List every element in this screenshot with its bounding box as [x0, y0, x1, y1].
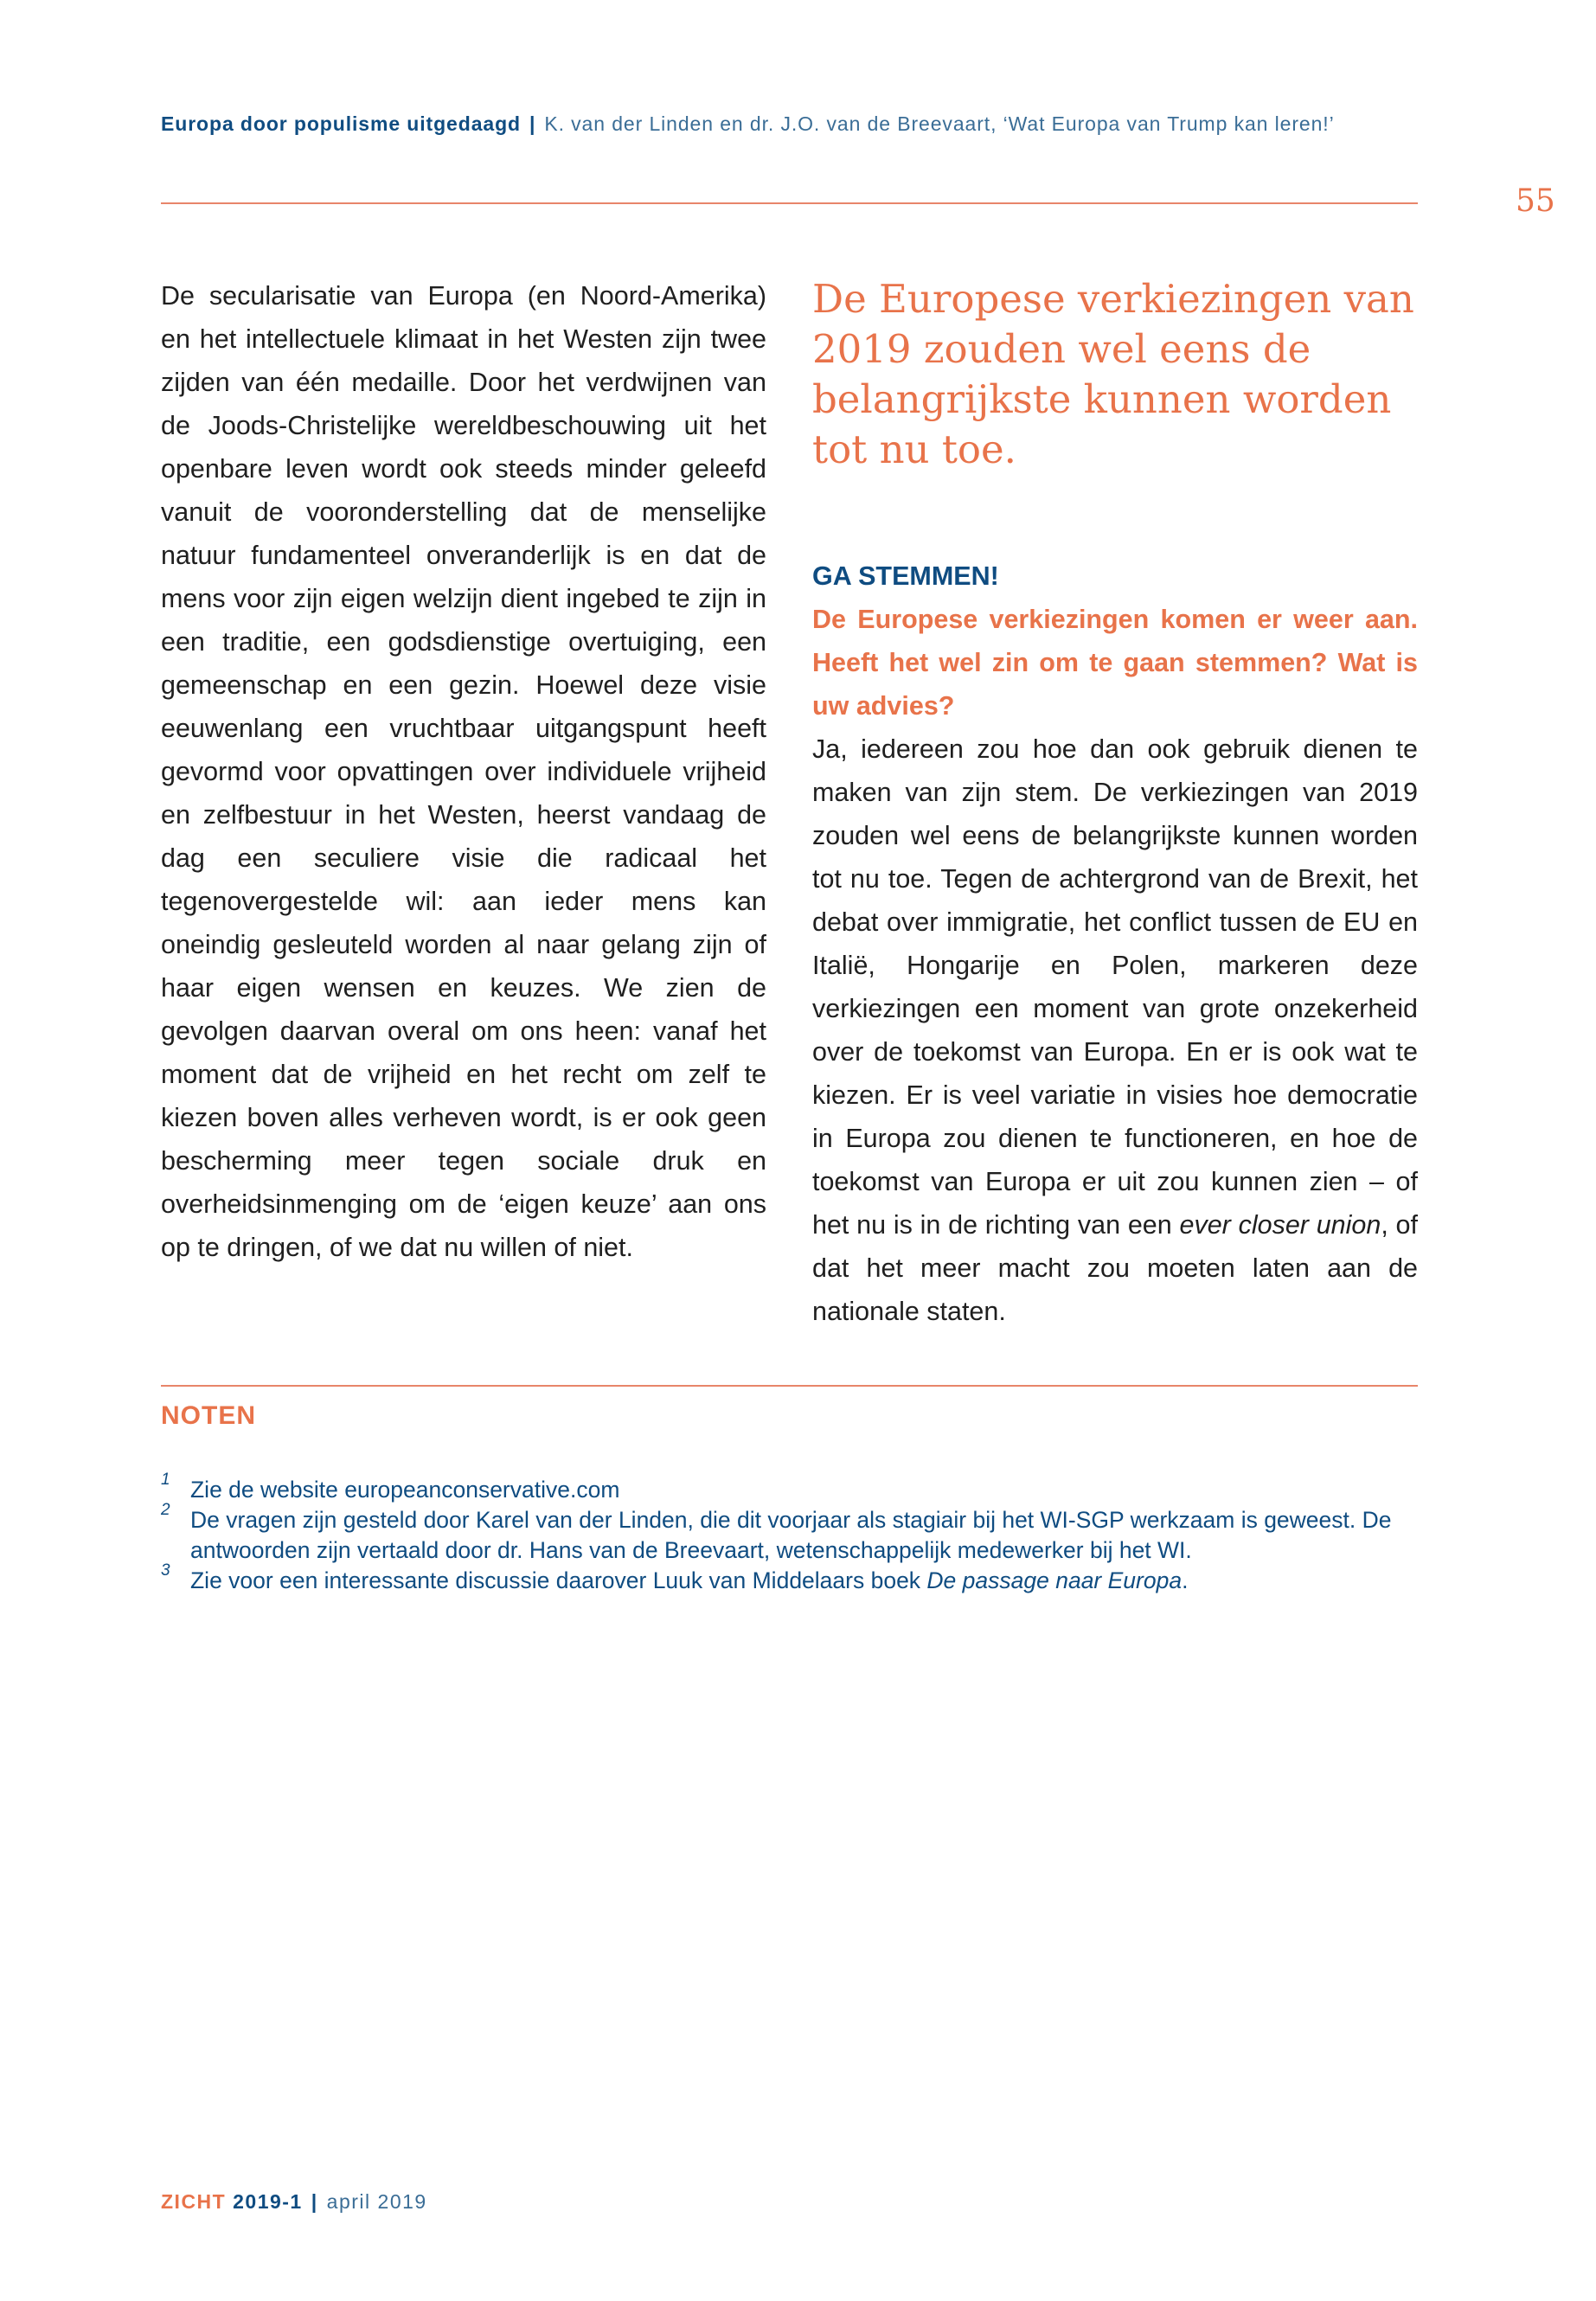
note-text: Zie de website europeanconservative.com — [190, 1477, 620, 1503]
note-book-title: De passage naar Europa — [926, 1567, 1183, 1593]
body-paragraph: De secularisatie van Europa (en Noord-Amerika) en het intellectuele klimaat in het Westen zijn twee zijden van één medaille. Door het verdwijnen van de Joods-Christelijke wereldbeschouwing uit het openbare leven wordt ook steeds minder geleefd vanuit de vooronderstelling dat de menselijke natuur fundamenteel onveranderlijk is en dat de mens voor zijn eigen welzijn dient ingebed te zijn in een traditie, een godsdienstige overtuiging, een gemeenschap en een gezin. Hoewel deze visie eeuwenlang een vruchtbaar uitgangspunt heeft gevormd voor opvattingen over individuele vrijheid en zelfbestuur in het Westen, heerst vandaag de dag een seculiere visie die radicaal het tegenovergestelde wil: aan ieder mens kan oneindig gesleuteld worden al naar gelang zijn of haar eigen wensen en keuzes. We zien de gevolgen daarvan overal om ons heen: vanaf het moment dat de vrijheid en het recht om zelf te kiezen boven alles verheven wordt, is er ook geen bescherming meer tegen sociale druk en overheidsinmenging om de ‘eigen keuze’ aan ons op te dringen, of we dat nu willen of niet. — [161, 281, 766, 1262]
left-column — [161, 274, 766, 1269]
notes-rule — [161, 1385, 1418, 1387]
right-column — [812, 274, 1418, 1333]
answer-italic: ever closer union — [1179, 1210, 1381, 1240]
answer-text: Ja, iedereen zou hoe dan ook gebruik dienen te maken van zijn stem. De verkiezingen van 2019 zouden wel eens de belangrijkste kunnen worden tot nu toe. Tegen de achtergrond van de Brexit, het debat over immigratie, het conflict tussen de EU en Italië, Hongarije en Polen, markeren deze verkiezingen een moment van grote onzekerheid over de toekomst van Europa. En er is ook wat te kiezen. Er is veel variatie in visies hoe democratie in Europa zou dienen te functioneren, en hoe de toekomst van Europa er uit zou kunnen zien – of het nu is in de richting van een — [812, 734, 1418, 1240]
note-number: 2 — [161, 1501, 170, 1519]
note-text: Zie voor een interessante discussie daarover Luuk van Middelaars boek — [190, 1567, 927, 1593]
notes-list — [161, 1471, 1424, 1596]
answer-text-end: , of dat het meer macht zou moeten laten aan de nationale staten. — [812, 1210, 1418, 1326]
note-number: 1 — [161, 1471, 170, 1489]
issue-date: april 2019 — [326, 2190, 427, 2213]
footer-separator: | — [311, 2190, 318, 2213]
note-number: 3 — [161, 1561, 170, 1580]
page-footer — [161, 2190, 427, 2214]
article-title: K. van der Linden en dr. J.O. van de Breevaart, ‘Wat Europa van Trump kan leren!’ — [544, 112, 1335, 135]
header-rule — [161, 202, 1418, 204]
note-text: De vragen zijn gesteld door Karel van der Linden, die dit voorjaar als stagiair bij het WI-SGP werkzaam is geweest. De antwoorden zijn vertaald door dr. Hans van de Breevaart, wetenschappelijk medewerker bij het WI. — [190, 1507, 1392, 1563]
section-heading: GA STEMMEN! — [812, 561, 999, 591]
note-item — [161, 1561, 1424, 1596]
issue-number: 2019-1 — [233, 2190, 303, 2213]
notes-title: NOTEN — [161, 1401, 256, 1430]
series-title: Europa door populisme uitgedaagd — [161, 112, 521, 135]
magazine-name: ZICHT — [161, 2190, 227, 2213]
pull-quote: De Europese verkiezingen van 2019 zouden wel eens de belangrijkste kunnen worden tot nu toe. — [812, 276, 1414, 472]
note-suffix: . — [1182, 1567, 1189, 1593]
interview-answer — [812, 727, 1418, 1333]
note-item — [161, 1501, 1424, 1566]
note-item — [161, 1471, 1424, 1505]
interview-question: De Europese verkiezingen komen er weer aan. Heeft het wel zin om te gaan stemmen? Wat is uw advies? — [812, 605, 1418, 721]
header-separator: | — [529, 112, 536, 135]
running-head — [161, 112, 1424, 136]
page-number: 55 — [1516, 183, 1555, 219]
